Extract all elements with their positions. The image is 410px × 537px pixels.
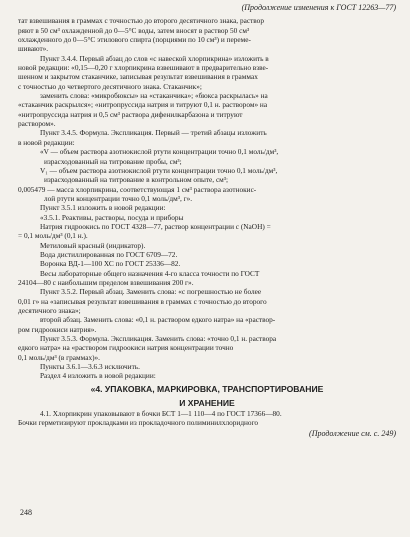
text-line: Воронка ВД-1—100 ХС по ГОСТ 25336—82. (40, 259, 181, 269)
text-line: Пункт 3.5.2. Первый абзац. Заменить слова: «с погрешностью не более (40, 287, 262, 297)
formula-line: израсходованный на титрование пробы, см³; (44, 156, 182, 166)
formula-line: V₁ — объем раствора азотнокислой ртути концентрации точно 0,1 моль/дм³, (40, 165, 278, 175)
text-line: «3.5.1. Реактивы, растворы, посуда и приборы (40, 212, 184, 222)
text-line: с точностью до четвертого десятичного знака. Стаканчик»; (18, 81, 202, 91)
running-header: (Продолжение изменения к ГОСТ 12263—77) (241, 3, 396, 12)
text-line: заменить слова: «микробюксы» на «стаканчика»; «бюкса раскрылась» на (40, 91, 268, 101)
text-line: 0,01 г» на «записывая результат взвешивания в граммах с точностью до второго (18, 296, 267, 306)
formula-line: «V — объем раствора азотнокислой ртути концентрации точно 0,1 моль/дм³, (40, 147, 279, 157)
text-line: Вода дистиллированная по ГОСТ 6709—72. (40, 249, 178, 259)
text-line: Пункты 3.6.1—3.6.3 исключить. (40, 362, 140, 372)
text-line: 24104—80 с наибольшим пределом взвешивания 200 г». (18, 277, 194, 287)
text-line: новой редакции: «0,15—0,20 г хлорпикрина взвешивают в предварительно взве- (18, 63, 269, 73)
text-line: шивают». (18, 44, 49, 54)
text-line: Пункт 3.5.1 изложить в новой редакции: (40, 203, 166, 213)
text-line: едкого натра» на «раствором гидроокиси натрия концентрации точно (18, 343, 234, 353)
text-line: Натрия гидроокись по ГОСТ 4328—77, раствор концентрации с (NaOH) = (40, 221, 271, 231)
text-line: Пункт 3.4.4. Первый абзац до слов «с навеской хлорпикрина» изложить в (40, 53, 269, 63)
text-line: 0,1 моль/дм³ (в граммах)». (18, 352, 101, 362)
text-line: Метиловый красный (индикатор). (40, 240, 146, 250)
text-line: Пункт 3.4.5. Формула. Экспликация. Первый — третий абзацы изложить (40, 128, 267, 138)
text-line: = 0,1 моль/дм³ (0,1 н.). (18, 231, 88, 241)
text-line: «нитропруссида натрия и 0,5 см³ раствора дифенилкарбазона и титруют (18, 109, 243, 119)
text-line: охлажденного до 0—5°С этилового спирта (порциями по 10 см³) и переме- (18, 35, 251, 45)
text-line: ром гидроокиси натрия». (18, 324, 97, 334)
text-line: ряют в 50 см³ охлажденной до 0—5°С воды, затем вносят в раствор 50 см³ (18, 25, 250, 35)
formula-line: израсходованный на титрование в контрольном опыте, см³; (44, 175, 229, 185)
text-line: шенном и закрытом стаканчике, записывая результат взвешивания в граммах (18, 72, 258, 82)
text-line: десятичного знака»; (18, 306, 81, 315)
section-title: И ХРАНЕНИЕ (179, 397, 235, 408)
text-line: тат взвешивания в граммах с точностью до второго десятичного знака, раствор (18, 16, 264, 26)
text-line: Пункт 3.5.3. Формула. Экспликация. Заменить слова: «точно 0,1 н. раствора (40, 334, 277, 344)
text-line: Раздел 4 изложить в новой редакции: (40, 371, 156, 381)
page-number: 248 (20, 507, 32, 517)
text-line: 4.1. Хлорпикрин упаковывают в бочки БСТ 1—1 110—4 по ГОСТ 17366—80. (40, 408, 282, 418)
text-line: второй абзац. Заменить слова: «0,1 н. раствором едкого натра» на «раствор- (40, 315, 276, 325)
formula-line: 0,005479 — масса хлорпикрина, соответствующая 1 см³ раствора азотнокис- (18, 184, 257, 194)
text-line: Весы лабораторные общего назначения 4-го класса точности по ГОСТ (40, 268, 260, 278)
formula-line: лой ртути концентрации точно 0,1 моль/дм³, г». (44, 193, 193, 203)
text-line: в новой редакции: (18, 137, 75, 147)
text-line: Бочки герметизируют прокладками из прокладочного полиминилхлоридного (18, 418, 259, 428)
continuation-note: (Продолжение см. с. 249) (309, 429, 396, 439)
section-title: «4. УПАКОВКА, МАРКИРОВКА, ТРАНСПОРТИРОВАНИЕ (90, 383, 324, 394)
text-line: раствором». (18, 119, 56, 129)
text-line: «стаканчик раскрылся»; «нитропруссида натрия и титруют 0,1 н. раствором» на (18, 100, 268, 110)
